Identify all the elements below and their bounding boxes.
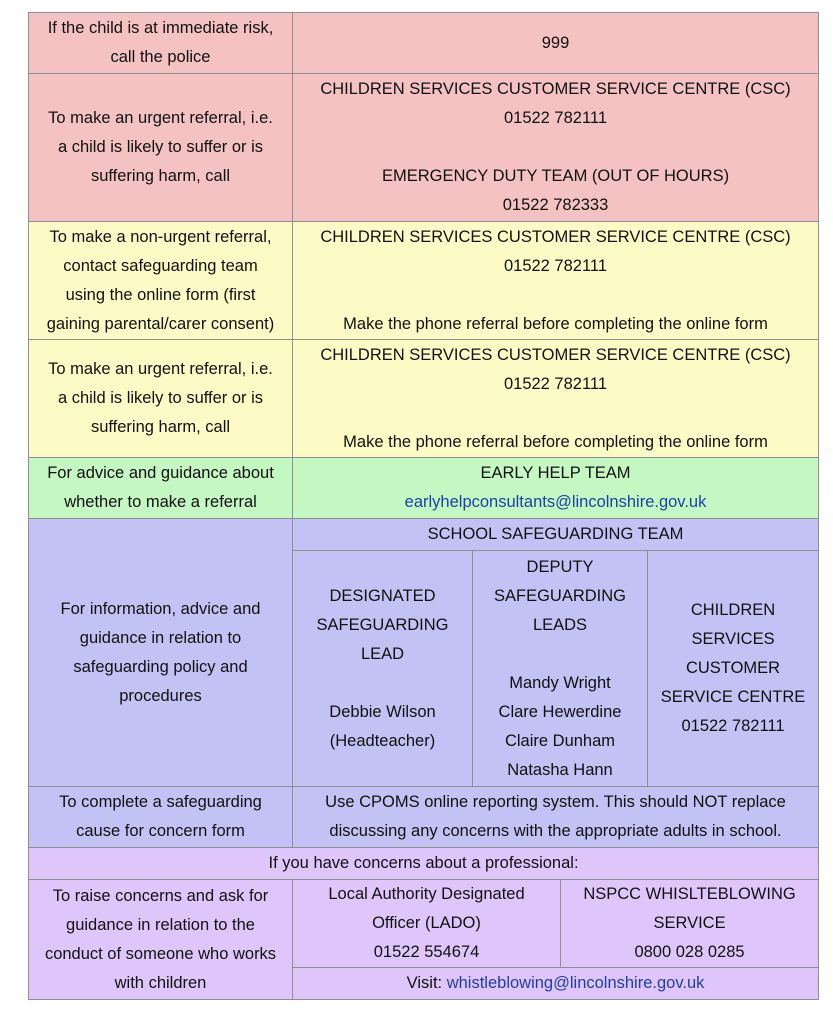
non-urgent-referral-contacts bbox=[293, 222, 819, 340]
deputy-name: Claire Dunham bbox=[504, 731, 616, 750]
school-safeguarding-header: SCHOOL SAFEGUARDING TEAM bbox=[293, 519, 819, 551]
urgent-referral-label: To make an urgent referral, i.e. a child is likely to suffer or is suffering harm, call bbox=[29, 74, 293, 222]
row-urgent-referral bbox=[29, 74, 819, 222]
early-help-email-link[interactable]: earlyhelpconsultants@lincolnshire.gov.uk bbox=[404, 493, 707, 511]
row-cpoms bbox=[29, 787, 819, 848]
police-label: If the child is at immediate risk, call the police bbox=[29, 13, 293, 74]
visit-label: Visit: bbox=[406, 974, 443, 992]
cpoms-text: Use CPOMS online reporting system. This should NOT replace discussing any concerns with the appropriate adults in school. bbox=[293, 787, 819, 848]
row-professional-header bbox=[29, 848, 819, 880]
dsl-name: Debbie Wilson bbox=[329, 702, 436, 721]
cpoms-label: To complete a safeguarding cause for concern form bbox=[29, 787, 293, 848]
referral-note: Make the phone referral before completing the online form bbox=[343, 432, 768, 451]
designated-lead-cell: DESIGNATED SAFEGUARDING LEAD Debbie Wilson (Headteacher) bbox=[293, 551, 473, 787]
safeguarding-contacts-table bbox=[28, 12, 819, 1000]
non-urgent-referral-label: To make a non-urgent referral, contact safeguarding team using the online form (first gaining parental/carer consent) bbox=[29, 222, 293, 340]
school-safeguarding-label: For information, advice and guidance in relation to safeguarding policy and procedures bbox=[29, 519, 293, 787]
csc-title: CHILDREN SERVICES CUSTOMER SERVICE CENTRE (CSC) bbox=[320, 80, 791, 98]
referral-note: Make the phone referral before completing the online form bbox=[343, 314, 768, 333]
row-school-header bbox=[29, 519, 819, 551]
lado-phone: 01522 554674 bbox=[373, 943, 480, 961]
row-police bbox=[29, 13, 819, 74]
csc-cell: CHILDREN SERVICES CUSTOMER SERVICE CENTRE 01522 782111 bbox=[648, 551, 819, 787]
professional-concerns-header: If you have concerns about a professional: bbox=[29, 848, 819, 880]
csc-phone: 01522 782111 bbox=[503, 256, 608, 275]
edt-title: EMERGENCY DUTY TEAM (OUT OF HOURS) bbox=[381, 167, 730, 185]
csc-title: CHILDREN SERVICES CUSTOMER SERVICE CENTRE (CSC) bbox=[320, 345, 791, 364]
deputy-name: Clare Hewerdine bbox=[498, 702, 622, 721]
lado-cell: Local Authority Designated Officer (LADO) 01522 554674 bbox=[293, 880, 561, 968]
whistleblowing-email-link[interactable]: whistleblowing@lincolnshire.gov.uk bbox=[446, 974, 705, 992]
row-urgent-referral-2 bbox=[29, 340, 819, 458]
deputy-leads-cell: DEPUTY SAFEGUARDING LEADS Mandy Wright Clare Hewerdine Claire Dunham Natasha Hann bbox=[473, 551, 648, 787]
dsl-role: (Headteacher) bbox=[329, 731, 436, 750]
advice-label: For advice and guidance about whether to make a referral bbox=[29, 458, 293, 519]
urgent-referral-2-label: To make an urgent referral, i.e. a child is likely to suffer or is suffering harm, call bbox=[29, 340, 293, 458]
csc-title: CHILDREN SERVICES CUSTOMER SERVICE CENTRE (CSC) bbox=[320, 227, 791, 246]
urgent-referral-2-contacts bbox=[293, 340, 819, 458]
urgent-referral-contacts bbox=[293, 74, 819, 222]
nspcc-cell: NSPCC WHISLTEBLOWING SERVICE 0800 028 0285 bbox=[561, 880, 819, 968]
row-non-urgent-referral bbox=[29, 222, 819, 340]
row-professional-contacts bbox=[29, 880, 819, 968]
edt-phone: 01522 782333 bbox=[502, 196, 609, 214]
professional-concerns-label: To raise concerns and ask for guidance in relation to the conduct of someone who works with children bbox=[29, 880, 293, 1000]
deputy-name: Natasha Hann bbox=[507, 760, 613, 779]
police-number: 999 bbox=[293, 13, 819, 74]
csc-phone: 01522 782111 bbox=[503, 374, 608, 393]
early-help-title: EARLY HELP TEAM bbox=[480, 464, 631, 482]
row-advice bbox=[29, 458, 819, 519]
early-help-contacts bbox=[293, 458, 819, 519]
deputy-name: Mandy Wright bbox=[509, 673, 611, 692]
csc-phone: 01522 782111 bbox=[503, 109, 608, 127]
visit-cell bbox=[293, 968, 819, 1000]
nspcc-phone: 0800 028 0285 bbox=[634, 943, 745, 961]
